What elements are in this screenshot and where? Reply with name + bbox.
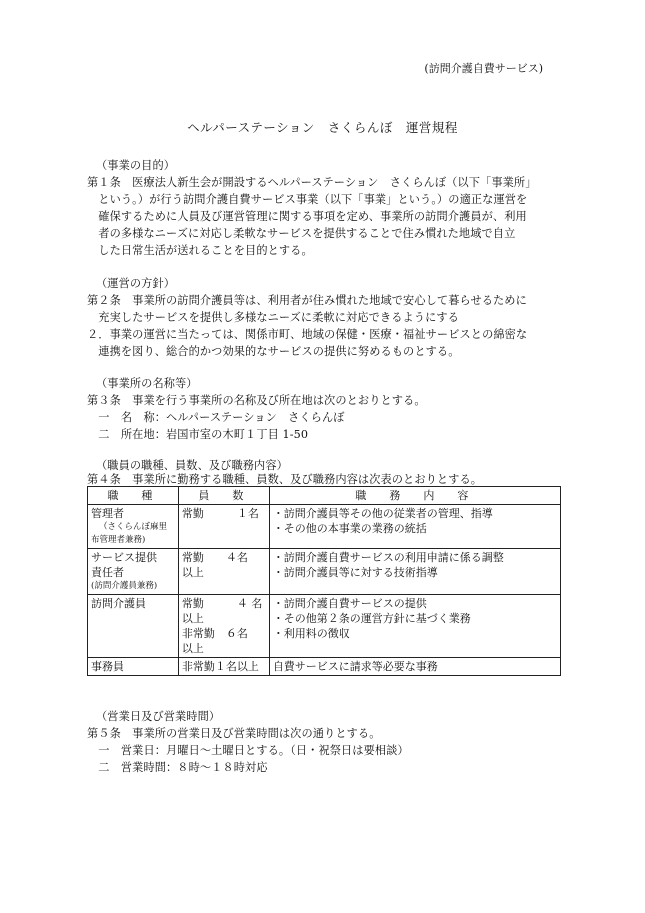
count-cell bbox=[178, 595, 269, 658]
count-line: 常勤 ４名 bbox=[181, 551, 248, 564]
count-line: 以上 bbox=[181, 642, 204, 655]
article-1-line-1: 第１条 医療法人新生会が開設するヘルパーステーション さくらんぼ（以下「事業所」 bbox=[87, 176, 537, 189]
article-3-line-2: 一 名 称：ヘルパーステーション さくらんぼ bbox=[87, 411, 345, 424]
article-5-line-2: 一 営業日：月曜日～土曜日とする。（日・祝祭日は要相談） bbox=[87, 744, 409, 757]
article-2-line-1: 第２条 事業所の訪問介護員等は、利用者が住み慣れた地域で安心して暮らせるために bbox=[87, 294, 527, 307]
duty-line: ・訪問介護自費サービスの提供 bbox=[272, 597, 427, 610]
count-cell bbox=[178, 658, 269, 676]
role-note: (訪問介護員兼務) bbox=[91, 581, 158, 591]
count-line: 常勤 ４ 名 bbox=[181, 597, 263, 610]
table-row bbox=[88, 549, 561, 595]
role-cell bbox=[88, 658, 179, 676]
article-3-line-3: 二 所在地：岩国市室の木町１丁目 1-50 bbox=[87, 428, 309, 441]
article-4-heading: （職員の職種、員数、及び職務内容） bbox=[96, 459, 288, 472]
duty-line: 自費サービスに請求等必要な事務 bbox=[272, 660, 438, 673]
duty-cell bbox=[269, 549, 560, 595]
count-cell bbox=[178, 505, 269, 549]
article-2-heading: （運営の方針） bbox=[96, 277, 176, 290]
article-2-line-4: 連携を図り、総合的かつ効果的なサービスの提供に努めるものとする。 bbox=[87, 345, 460, 358]
duty-line: ・その他第２条の運営方針に基づく業務 bbox=[272, 612, 471, 625]
duty-line: ・訪問介護員等に対する技術指導 bbox=[272, 566, 438, 579]
article-5-heading: （営業日及び営業時間） bbox=[96, 710, 221, 723]
role-name: サービス提供 bbox=[91, 551, 157, 564]
role-note: （さくらんぼ麻里 bbox=[99, 522, 168, 532]
article-1-heading: （事業の目的） bbox=[96, 159, 176, 172]
article-1-line-4: 者の多様なニーズに対応し柔軟なサービスを提供することで住み慣れた地域で自立 bbox=[87, 227, 516, 240]
header-role: 職 種 bbox=[88, 487, 179, 505]
count-line: 以上 bbox=[181, 612, 204, 625]
service-category-label: (訪問介護自費サービス) bbox=[424, 62, 543, 75]
duty-cell bbox=[269, 505, 560, 549]
article-1-line-5: した日常生活が送れることを目的とする。 bbox=[87, 244, 313, 257]
duty-line: ・訪問介護自費サービスの利用申請に係る調整 bbox=[272, 551, 504, 564]
count-line: 非常勤１名以上 bbox=[181, 660, 259, 673]
article-3-heading: （事業所の名称等） bbox=[96, 377, 198, 390]
role-note: 布管理者兼務) bbox=[91, 535, 146, 545]
count-cell bbox=[178, 549, 269, 595]
staff-table bbox=[87, 486, 561, 676]
article-5-line-1: 第５条 事業所の営業日及び営業時間は次の通りとする。 bbox=[87, 727, 381, 740]
role-cell bbox=[88, 549, 179, 595]
article-2-line-3: ２．事業の運営に当たっては、関係市町、地域の保健・医療・福祉サービスとの綿密な bbox=[87, 328, 528, 341]
header-count: 員 数 bbox=[178, 487, 269, 505]
role-name: 事務員 bbox=[91, 660, 124, 673]
role-cell bbox=[88, 505, 179, 549]
duty-line: ・その他の本事業の業務の統括 bbox=[272, 522, 427, 535]
role-name-line-2: 責任者 bbox=[91, 566, 124, 579]
count-line: 非常勤 ６名 bbox=[181, 627, 248, 640]
header-duties: 職 務 内 容 bbox=[269, 487, 560, 505]
duty-cell bbox=[269, 658, 560, 676]
role-cell bbox=[88, 595, 179, 658]
count-line: 常勤 １名 bbox=[181, 507, 259, 520]
duty-cell bbox=[269, 595, 560, 658]
document-title: ヘルパーステーション さくらんぼ 運営規程 bbox=[187, 120, 458, 135]
duty-line: ・利用料の徴収 bbox=[272, 627, 350, 640]
article-1-line-2: という。）が行う訪問介護自費サービス事業（以下「事業」という。）の適正な運営を bbox=[87, 193, 528, 206]
article-5-line-3: 二 営業時間：８時～１８時対応 bbox=[87, 761, 268, 774]
count-line: 以上 bbox=[181, 566, 204, 579]
role-name: 管理者 bbox=[91, 507, 124, 520]
table-row bbox=[88, 658, 561, 676]
article-4-line-1: 第４条 事業所に勤務する職種、員数、及び職務内容は次表のとおりとする。 bbox=[87, 473, 483, 486]
table-row bbox=[88, 595, 561, 658]
duty-line: ・訪問介護員等その他の従業者の管理、指導 bbox=[272, 507, 493, 520]
article-1-line-3: 確保するために人員及び運営管理に関する事項を定め、事業所の訪問介護員が、利用 bbox=[87, 210, 527, 223]
staff-table-header-row bbox=[88, 487, 561, 505]
article-2-line-2: 充実したサービスを提供し多様なニーズに柔軟に対応できるようにする bbox=[87, 311, 459, 324]
article-3-line-1: 第３条 事業を行う事業所の名称及び所在地は次のとおりとする。 bbox=[87, 394, 426, 407]
table-row bbox=[88, 505, 561, 549]
role-name: 訪問介護員 bbox=[91, 597, 146, 610]
